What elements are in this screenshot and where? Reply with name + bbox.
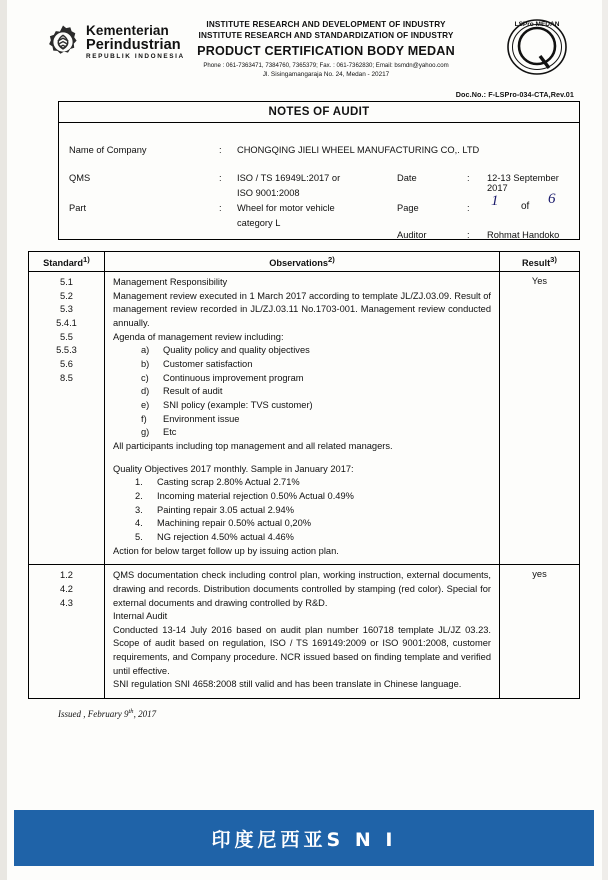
page-current-value: 1	[491, 193, 499, 209]
footer-banner	[14, 810, 594, 866]
header-address: Jl. Sisingamangaraja No. 24, Medan - 20217	[262, 71, 390, 78]
list-text: Incoming material rejection 0.50% Actual 0.49%	[157, 490, 354, 501]
list-text: Painting repair 3.05 actual 2.94%	[157, 504, 294, 515]
list-text: Environment issue	[163, 413, 240, 424]
ministry-logo-text	[86, 24, 185, 60]
page-of-label: of	[521, 201, 530, 212]
part-label: Part	[69, 203, 87, 213]
header-title-line-2: INSTITUTE RESEARCH AND STANDARDIZATION OF INDUSTRY	[198, 31, 454, 40]
standard-item: 4.3	[60, 597, 73, 608]
standard-item: 5.6	[60, 359, 73, 369]
row-1-observations	[105, 272, 500, 565]
row-1-para-3: Agenda of management review including:	[113, 331, 284, 342]
list-marker: 2.	[135, 490, 143, 501]
header-title-line-3: PRODUCT CERTIFICATION BODY MEDAN	[197, 44, 455, 58]
qms-value-line-2: ISO 9001:2008	[237, 188, 300, 198]
row-1-standards	[29, 272, 105, 565]
list-text: Quality policy and quality objectives	[163, 345, 310, 356]
date-colon: :	[467, 173, 470, 183]
header-title-block	[176, 20, 476, 78]
audit-observations-table	[28, 251, 580, 699]
list-item	[135, 517, 491, 531]
list-marker: g)	[141, 427, 150, 438]
document-content	[28, 10, 580, 719]
logo-line-2: Perindustrian	[86, 36, 181, 53]
standard-item: 5.5	[60, 331, 73, 342]
row-1-para-5: Quality Objectives 2017 monthly. Sample in January 2017:	[113, 463, 354, 474]
qms-value-line-1: ISO / TS 16949L:2017 or	[237, 173, 341, 183]
page-colon: :	[467, 203, 470, 213]
column-header-observations-sup: 2)	[327, 255, 335, 264]
list-text: Continuous improvement program	[163, 372, 304, 383]
list-marker: 3.	[135, 504, 143, 515]
paragraph-spacer	[113, 454, 491, 463]
standard-item: 1.2	[60, 570, 73, 581]
column-header-result	[500, 252, 580, 272]
page-label: Page	[397, 203, 419, 213]
list-item	[135, 490, 491, 504]
page-total-value: 6	[548, 191, 556, 207]
list-item	[141, 413, 491, 427]
table-header-row	[29, 252, 580, 272]
svg-text:LSPro MEDAN: LSPro MEDAN	[514, 21, 560, 28]
list-text: Result of audit	[163, 386, 223, 397]
auditor-label: Auditor	[397, 230, 427, 240]
ministry-logo-block	[46, 24, 185, 60]
list-marker: e)	[141, 399, 150, 410]
lspro-medan-seal-icon	[504, 16, 570, 80]
standard-item: 5.5.3	[56, 345, 77, 356]
scan-edge-left	[0, 0, 7, 880]
issued-sup: th	[128, 708, 134, 716]
auditor-value: Rohmat Handoko	[487, 230, 560, 240]
list-marker: c)	[141, 372, 149, 383]
column-header-standard-sup: 1)	[83, 255, 90, 264]
standard-item: 5.1	[60, 277, 73, 288]
list-item	[141, 358, 491, 372]
list-marker: 4.	[135, 518, 143, 529]
issued-prefix: Issued , February 9	[58, 709, 129, 720]
list-text: SNI policy (example: TVS customer)	[163, 399, 313, 410]
document-header	[28, 10, 580, 88]
column-header-standard-label: Standard	[43, 258, 83, 269]
row-1-para-1: Management Responsibility	[113, 277, 228, 288]
row-2-para-3: Conducted 13-14 July 2016 based on audit plan number 160718 template JL/JZ 03.23. Scope of audit based on regulation, ISO / TS 169149:2009 or ISO 9001:2008, customer requirements, and Company procedure. NCR issued based on finding template and verified until effective.	[113, 624, 491, 676]
part-value-line-2: category L	[237, 218, 281, 228]
issued-line	[58, 708, 580, 719]
list-item	[141, 372, 491, 386]
row-2-para-2: Internal Audit	[113, 611, 168, 622]
logo-line-3: REPUBLIK INDONESIA	[86, 52, 185, 60]
company-colon: :	[219, 145, 222, 155]
list-marker: a)	[141, 345, 150, 356]
list-item	[135, 531, 491, 545]
standard-item: 5.2	[60, 290, 73, 301]
logo-line-1: Kementerian	[86, 23, 169, 38]
audit-info-box	[58, 122, 580, 240]
column-header-result-label: Result	[522, 258, 551, 269]
list-item	[141, 344, 491, 358]
scan-edge-right	[602, 0, 608, 880]
header-title-line-1: INSTITUTE RESEARCH AND DEVELOPMENT OF INDUSTRY	[206, 20, 446, 29]
row-1-para-6: Action for below target follow up by issuing action plan.	[113, 545, 339, 556]
list-text: NG rejection 4.50% actual 4.46%	[157, 531, 294, 542]
part-colon: :	[219, 203, 222, 213]
list-text: Etc	[163, 427, 177, 438]
list-marker: f)	[141, 413, 147, 424]
header-contact: Phone : 061-7363471, 7384760, 7365379; Fax. : 061-7362830; Email: bsmdn@yahoo.com	[203, 62, 449, 69]
column-header-result-sup: 3)	[550, 255, 557, 264]
list-item	[141, 385, 491, 399]
row-1-objectives-list	[135, 476, 491, 544]
table-row	[29, 565, 580, 699]
date-label: Date	[397, 173, 417, 183]
row-1-para-4: All participants including top management and all related managers.	[113, 440, 393, 451]
row-2-result: yes	[500, 565, 580, 699]
part-value-line-1: Wheel for motor vehicle	[237, 203, 335, 213]
company-label: Name of Company	[69, 145, 147, 155]
list-marker: 5.	[135, 531, 143, 542]
row-2-standards	[29, 565, 105, 699]
list-item	[135, 476, 491, 490]
standard-item: 4.2	[60, 583, 73, 594]
list-text: Customer satisfaction	[163, 359, 253, 369]
qms-colon: :	[219, 173, 222, 183]
list-item	[141, 399, 491, 413]
issued-suffix: , 2017	[133, 709, 157, 720]
garuda-gear-logo-icon	[46, 24, 80, 60]
row-1-agenda-list	[141, 344, 491, 440]
list-text: Machining repair 0.50% actual 0,20%	[157, 518, 312, 529]
standard-item: 8.5	[60, 372, 73, 383]
list-item	[141, 426, 491, 440]
column-header-standard	[29, 252, 105, 272]
list-marker: d)	[141, 386, 150, 397]
list-marker: b)	[141, 359, 150, 369]
list-text: Casting scrap 2.80% Actual 2.71%	[157, 477, 300, 488]
list-marker: 1.	[135, 477, 143, 488]
footer-text: 印度尼西亚S N I	[211, 828, 397, 851]
company-value: CHONGQING JIELI WHEEL MANUFACTURING CO,. LTD	[237, 145, 480, 155]
auditor-colon: :	[467, 230, 470, 240]
qms-label: QMS	[69, 173, 91, 183]
column-header-observations	[105, 252, 500, 272]
row-2-observations	[105, 565, 500, 699]
table-row	[29, 272, 580, 565]
row-2-para-1: QMS documentation check including control plan, working instruction, external documents, drawing and records. Distribution documents controlled by stamping (red color). Special for external documents and drawing controlled by R&D.	[113, 570, 491, 608]
standard-item: 5.4.1	[56, 318, 77, 329]
date-value: 12-13 September 2017	[487, 173, 559, 193]
doc-number: Doc.No.: F-LSPro-034-CTA,Rev.01	[455, 90, 574, 99]
notes-of-audit-title: NOTES OF AUDIT	[58, 101, 580, 122]
standard-item: 5.3	[60, 304, 73, 315]
row-2-para-4: SNI regulation SNI 4658:2008 still valid and has been translate in Chinese language.	[113, 679, 462, 690]
row-1-result: Yes	[500, 272, 580, 565]
row-1-para-2: Management review executed in 1 March 2017 according to template JL/ZJ.03.09. Result of management review recorded in JL/ZJ.03.11 No.1703-001. Management review conducted annually.	[113, 290, 491, 329]
list-item	[135, 504, 491, 518]
column-header-observations-label: Observations	[269, 258, 328, 269]
